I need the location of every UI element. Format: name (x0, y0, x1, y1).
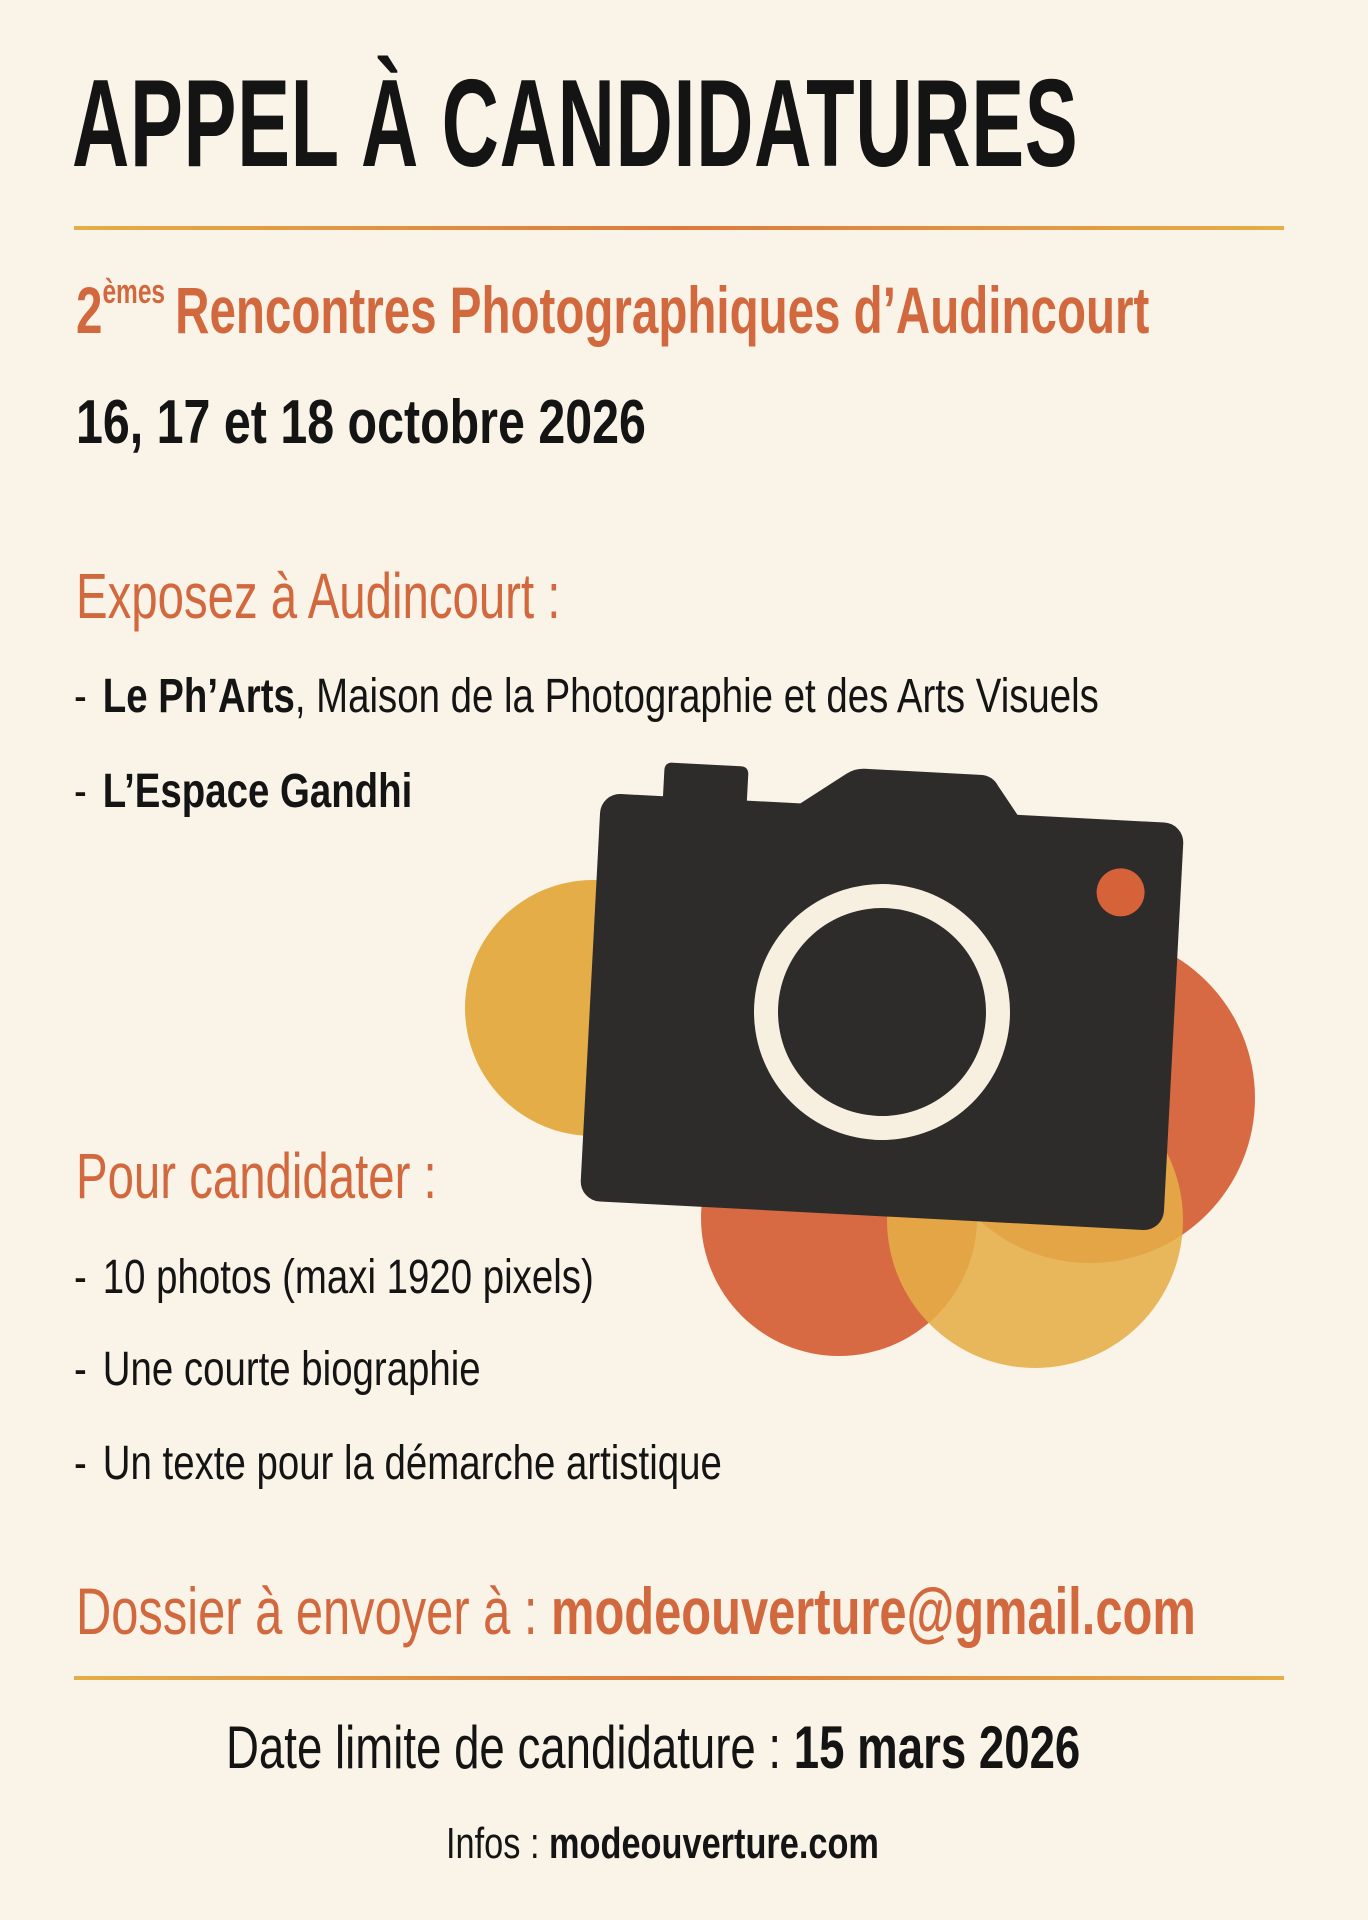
bullet-dash: - (74, 1437, 87, 1490)
edition-number: 2 (76, 273, 103, 347)
infos-line (446, 1819, 879, 1868)
poster-title: APPEL À CANDIDATURES (72, 55, 1079, 193)
contact-line (76, 1574, 1196, 1648)
requirement-item (74, 1251, 594, 1304)
venue-name: L’Espace Gandhi (102, 765, 413, 818)
requirement-text: Une courte biographie (102, 1343, 481, 1396)
edition-suffix: èmes (102, 273, 166, 311)
deadline-date: 15 mars 2026 (793, 1714, 1081, 1781)
deadline-line (226, 1714, 1081, 1781)
venue-description: , Maison de la Photographie et des Arts Visuels (294, 670, 1099, 723)
venue-name: Le Ph’Arts (102, 670, 295, 723)
infos-website[interactable]: modeouverture.com (549, 1819, 879, 1868)
contact-email[interactable]: modeouverture@gmail.com (551, 1574, 1196, 1648)
camera-icon (580, 755, 1187, 1231)
requirement-item (74, 1437, 722, 1490)
bottom-divider (74, 1676, 1284, 1680)
contact-label: Dossier à envoyer à : (76, 1574, 552, 1648)
bullet-dash: - (74, 765, 87, 818)
deadline-label: Date limite de candidature : (226, 1714, 794, 1781)
apply-heading: Pour candidater : (76, 1140, 437, 1212)
event-dates: 16, 17 et 18 octobre 2026 (76, 388, 646, 457)
exhibit-heading: Exposez à Audincourt : (76, 560, 561, 632)
requirement-text: 10 photos (maxi 1920 pixels) (102, 1251, 594, 1304)
bullet-dash: - (74, 670, 87, 723)
bullet-dash: - (74, 1343, 87, 1396)
requirement-item (74, 1343, 481, 1396)
infos-label: Infos : (446, 1819, 550, 1868)
event-title: Rencontres Photographiques d’Audincourt (175, 273, 1150, 347)
requirement-text: Un texte pour la démarche artistique (102, 1437, 722, 1490)
bullet-dash: - (74, 1251, 87, 1304)
